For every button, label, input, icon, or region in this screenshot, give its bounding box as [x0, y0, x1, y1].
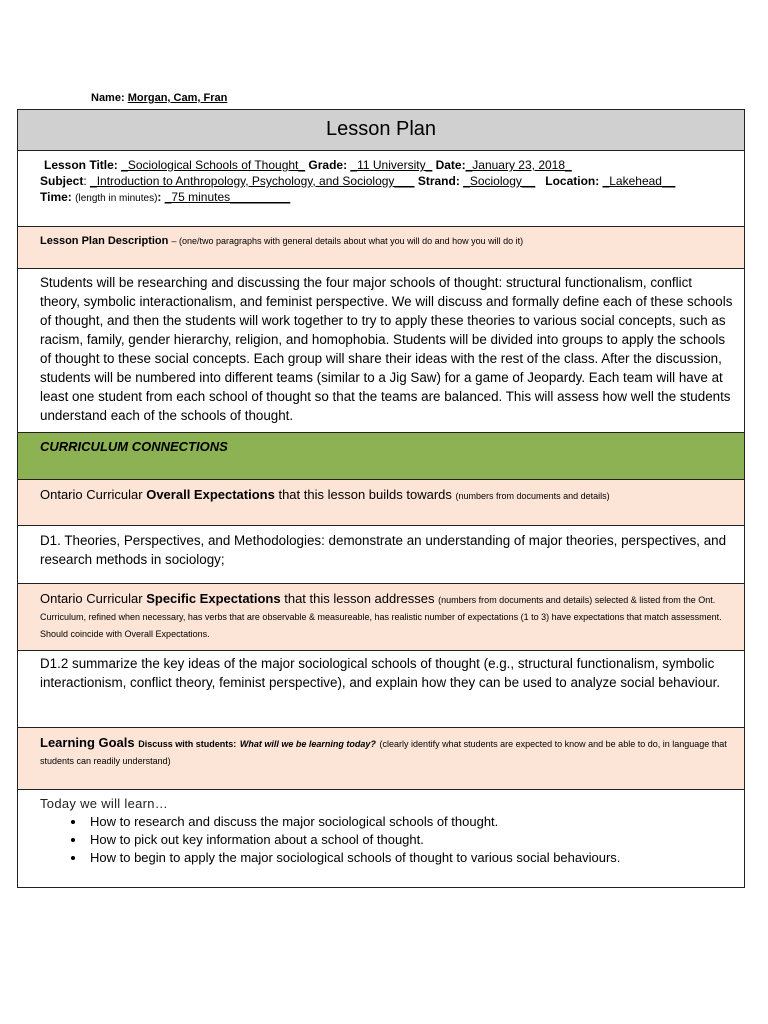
- overall-expectations-header: [18, 479, 744, 525]
- overall-expectations-body: D1. Theories, Perspectives, and Methodologies: demonstrate an understanding of major theories, perspectives, and research methods in sociology;: [18, 525, 744, 583]
- learning-goals-header: [18, 727, 744, 789]
- learning-goals-body: [18, 789, 744, 887]
- lesson-plan-table: [17, 109, 745, 888]
- specific-post: that this lesson addresses: [284, 591, 435, 606]
- learning-goals-list: [40, 813, 744, 867]
- specific-note: (numbers from documents and details) selected & listed from the Ont. Curriculum, refined when necessary, has verbs that are observable & measureable, has realistic number of expectations (1 to 3) have expectations that match assessment. Should coincide with Overall Expectations.: [40, 595, 722, 639]
- name-line: [91, 92, 227, 104]
- curriculum-connections-heading: CURRICULUM CONNECTIONS: [18, 432, 744, 479]
- info-line-2: Subject: _Introduction to Anthropology, Psychology, and Sociology___ Strand: _Sociology__ Location: _Lakehead__: [40, 174, 676, 188]
- info-line-3: Time: (length in minutes): _75 minutes_________: [40, 190, 291, 204]
- info-line-1: [40, 157, 744, 173]
- overall-bold: Overall Expectations: [146, 487, 275, 502]
- lesson-plan-title: Lesson Plan: [18, 110, 744, 150]
- strand-value: _Sociology__: [463, 174, 536, 188]
- specific-bold: Specific Expectations: [146, 591, 281, 606]
- description-note: – (one/two paragraphs with general details about what you will do and how you will do it): [171, 236, 524, 246]
- description-body: Students will be researching and discussing the four major schools of thought: structural functionalism, conflict theory, symbolic interactionalism, and feminist perspective. We will discuss and formally define each of these schools of thought, and then the students will work together to try to apply these theories to various social concepts, such as racism, family, gender hierarchy, religion, and homophobia. Students will be divided into groups to apply the schools of thought to these social concepts. Each group will share their ideas with the rest of the class. After the discussion, students will be numbered into different teams (similar to a Jig Saw) for a game of Jeopardy. Each team will have at least one student from each school of thought so that the teams are balanced. This will assess how well the students understand each of the schools of thought.: [18, 268, 744, 432]
- location-label: Location:: [545, 174, 600, 188]
- subject-label: Subject: [40, 174, 84, 188]
- lesson-title-label: Lesson Title:: [44, 158, 118, 172]
- lesson-info-section: [18, 150, 744, 226]
- learning-goals-question: What will we be learning today?: [239, 739, 376, 749]
- time-note: (length in minutes): [75, 193, 158, 204]
- time-label: Time:: [40, 190, 72, 204]
- overall-pre: Ontario Curricular: [40, 487, 143, 502]
- overall-note: (numbers from documents and details): [455, 491, 610, 501]
- specific-expectations-header: [18, 583, 744, 650]
- list-item: • How to pick out key information about a school of thought.: [86, 831, 744, 849]
- time-value: _75 minutes_________: [164, 190, 291, 204]
- grade-value: _11 University_: [350, 158, 433, 172]
- learning-goals-note: (clearly identify what students are expected to know and be able to do, in language that students can readily understand): [40, 739, 727, 766]
- location-value: _Lakehead__: [602, 174, 676, 188]
- specific-pre: Ontario Curricular: [40, 591, 143, 606]
- grade-label: Grade:: [308, 158, 348, 172]
- date-value: _January 23, 2018_: [465, 158, 572, 172]
- learning-goals-discuss: Discuss with students:: [138, 739, 237, 749]
- strand-label: Strand:: [417, 174, 460, 188]
- specific-expectations-body: D1.2 summarize the key ideas of the major sociological schools of thought (e.g., structural functionalism, symbolic interactionism, conflict theory, feminist perspective), and explain how they can be used to analyze social behaviour.: [18, 650, 744, 727]
- list-item: • How to begin to apply the major sociological schools of thought to various social behaviours.: [86, 849, 744, 867]
- date-label: Date:: [435, 158, 466, 172]
- today-intro: Today we will learn…: [40, 796, 169, 811]
- learning-goals-bold: Learning Goals: [40, 735, 135, 750]
- name-label: Name:: [91, 92, 125, 104]
- lesson-title-value: _Sociological Schools of Thought_: [121, 158, 306, 172]
- name-value: Morgan, Cam, Fran: [127, 92, 228, 104]
- description-heading: Lesson Plan Description: [40, 235, 169, 247]
- overall-post: that this lesson builds towards: [278, 487, 452, 502]
- list-item: • How to research and discuss the major sociological schools of thought.: [86, 813, 744, 831]
- subject-value: _Introduction to Anthropology, Psychology, and Sociology___: [90, 174, 415, 188]
- description-header: [18, 226, 744, 268]
